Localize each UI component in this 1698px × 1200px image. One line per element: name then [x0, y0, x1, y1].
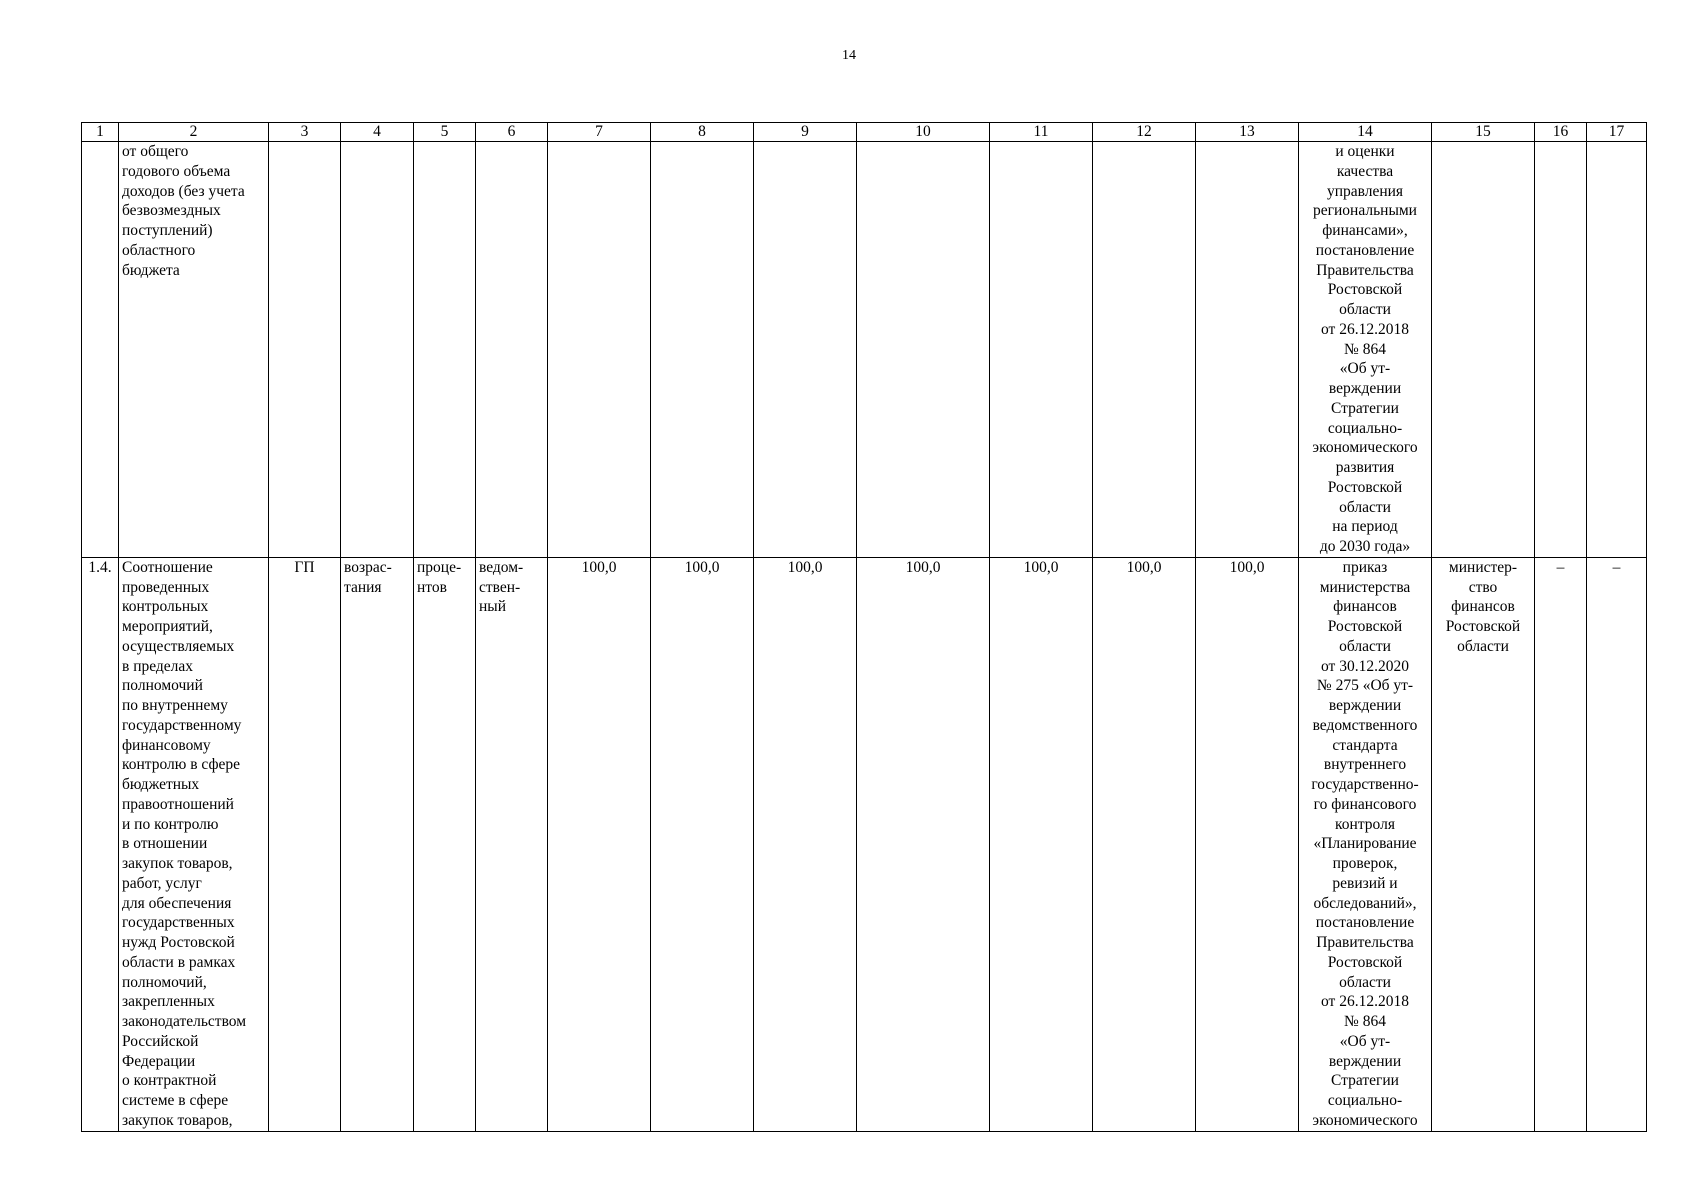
legal-basis: и оценки качества управления региональными финансами», постановление Правительства Ростовской области от 26.12.2018 № 864 «Об ут- верждении Стратегии социально- экономического развития Ростовской области на период до 2030 года» [1299, 142, 1432, 558]
column-number: 1 [82, 123, 119, 142]
value-cell: 100,0 [857, 557, 990, 1131]
indicator-kind: ведом- ствен- ный [476, 557, 548, 1131]
program-type: ГП [269, 557, 341, 1131]
column-number: 17 [1587, 123, 1647, 142]
unit [414, 142, 476, 558]
column-number: 16 [1535, 123, 1587, 142]
column-number: 2 [119, 123, 269, 142]
column-number: 6 [476, 123, 548, 142]
table-row [82, 557, 1647, 1131]
value-cell: 100,0 [548, 557, 651, 1131]
row-number [82, 142, 119, 558]
column-number: 13 [1196, 123, 1299, 142]
value-cell [754, 142, 857, 558]
indicator-direction: возрас- тания [341, 557, 414, 1131]
responsible-executor [1432, 142, 1535, 558]
indicators-table [81, 122, 1647, 1132]
column-number: 3 [269, 123, 341, 142]
unit: проце- нтов [414, 557, 476, 1131]
column-number: 5 [414, 123, 476, 142]
column-number: 14 [1299, 123, 1432, 142]
col16-cell [1535, 142, 1587, 558]
indicator-kind [476, 142, 548, 558]
column-number: 7 [548, 123, 651, 142]
value-cell: 100,0 [651, 557, 754, 1131]
indicator-direction [341, 142, 414, 558]
value-cell [1093, 142, 1196, 558]
table-row [82, 142, 1647, 558]
value-cell [651, 142, 754, 558]
col17-cell [1587, 142, 1647, 558]
column-number: 11 [990, 123, 1093, 142]
indicator-name: Соотношение проведенных контрольных мероприятий, осуществляемых в пределах полномочий по внутреннему государственному финансовому контролю в сфере бюджетных правоотношений и по контролю в отношении закупок товаров, работ, услуг для обеспечения государственных нужд Ростовской области в рамках полномочий, закрепленных законодательством Российской Федерации о контрактной системе в сфере закупок товаров, [119, 557, 269, 1131]
value-cell [857, 142, 990, 558]
column-number: 8 [651, 123, 754, 142]
legal-basis: приказ министерства финансов Ростовской области от 30.12.2020 № 275 «Об ут- верждении ведомственного стандарта внутреннего государственно- го финансового контроля «Планирование проверок, ревизий и обследований», постановление Правительства Ростовской области от 26.12.2018 № 864 «Об ут- верждении Стратегии социально- экономического [1299, 557, 1432, 1131]
indicator-name: от общего годового объема доходов (без учета безвозмездных поступлений) областного бюджета [119, 142, 269, 558]
column-number: 15 [1432, 123, 1535, 142]
col17-cell: – [1587, 557, 1647, 1131]
value-cell: 100,0 [1093, 557, 1196, 1131]
column-number-row [82, 123, 1647, 142]
column-number: 12 [1093, 123, 1196, 142]
value-cell [1196, 142, 1299, 558]
column-number: 10 [857, 123, 990, 142]
value-cell [548, 142, 651, 558]
col16-cell: – [1535, 557, 1587, 1131]
value-cell [990, 142, 1093, 558]
value-cell: 100,0 [754, 557, 857, 1131]
responsible-executor: министер- ство финансов Ростовской области [1432, 557, 1535, 1131]
program-type [269, 142, 341, 558]
column-number: 4 [341, 123, 414, 142]
value-cell: 100,0 [1196, 557, 1299, 1131]
value-cell: 100,0 [990, 557, 1093, 1131]
row-number: 1.4. [82, 557, 119, 1131]
column-number: 9 [754, 123, 857, 142]
page-number: 14 [842, 48, 856, 63]
